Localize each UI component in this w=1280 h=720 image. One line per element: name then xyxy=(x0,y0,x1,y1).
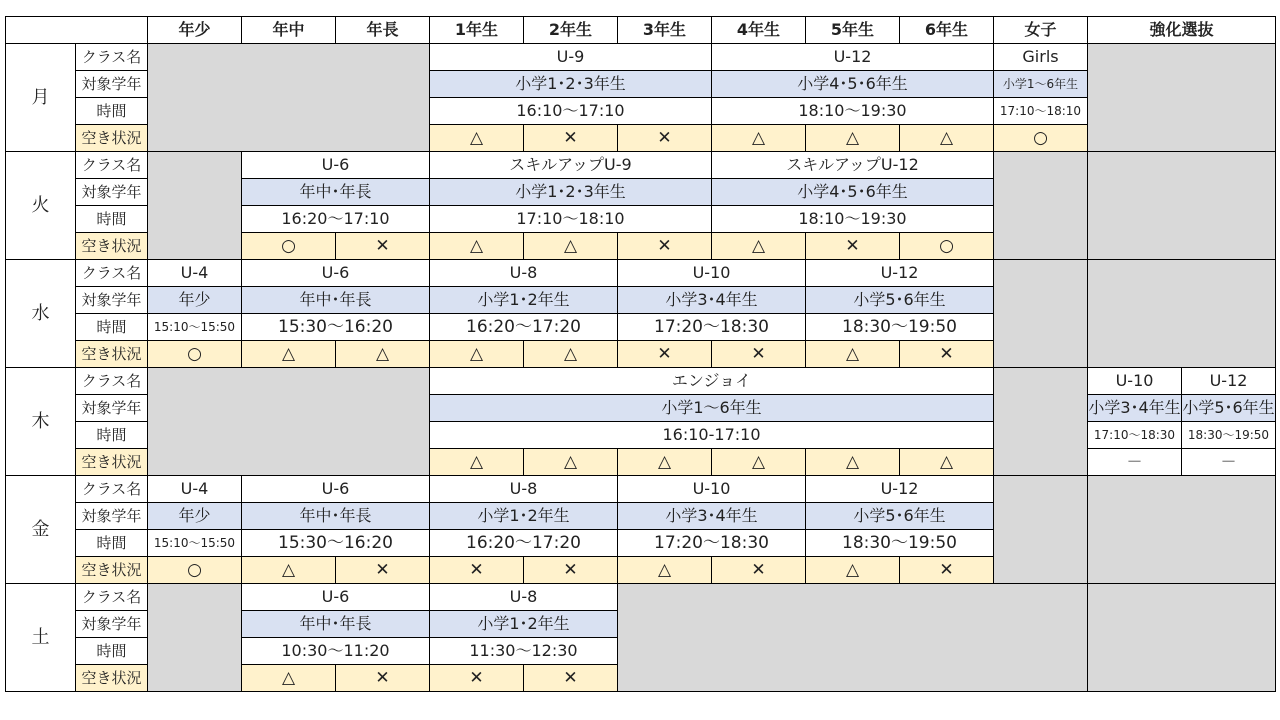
class-cell: U-12 xyxy=(712,44,994,71)
class-cell: 年中･年長 xyxy=(242,503,430,530)
row-label: 時間 xyxy=(76,638,148,665)
schedule-table xyxy=(5,16,1276,692)
schedule-body xyxy=(6,44,1276,692)
header-cell: 2年生 xyxy=(524,17,618,44)
availability-cell: － xyxy=(1182,449,1276,476)
availability-cell: △ xyxy=(430,125,524,152)
class-cell: 17:10～18:30 xyxy=(1088,422,1182,449)
availability-cell: △ xyxy=(336,341,430,368)
day-cell: 金 xyxy=(6,476,76,584)
availability-cell: △ xyxy=(712,125,806,152)
class-cell: U-6 xyxy=(242,152,430,179)
schedule-row xyxy=(6,152,1276,179)
row-label: クラス名 xyxy=(76,368,148,395)
class-cell: スキルアップU-9 xyxy=(430,152,712,179)
class-cell: U-8 xyxy=(430,476,618,503)
row-label: 空き状況 xyxy=(76,557,148,584)
class-cell: Girls xyxy=(994,44,1088,71)
availability-cell: △ xyxy=(806,341,900,368)
class-cell: 小学1･2･3年生 xyxy=(430,179,712,206)
row-label: 対象学年 xyxy=(76,179,148,206)
availability-cell: △ xyxy=(242,665,336,692)
class-cell: U-12 xyxy=(806,260,994,287)
class-cell: 小学1･2年生 xyxy=(430,287,618,314)
availability-cell: △ xyxy=(806,125,900,152)
class-cell: U-4 xyxy=(148,260,242,287)
availability-cell: ✕ xyxy=(900,557,994,584)
availability-cell: ✕ xyxy=(618,125,712,152)
class-cell: 16:20～17:10 xyxy=(242,206,430,233)
empty-cell xyxy=(994,368,1088,476)
class-cell: 17:20～18:30 xyxy=(618,530,806,557)
header-cell: 強化選抜 xyxy=(1088,17,1276,44)
availability-cell: ○ xyxy=(994,125,1088,152)
row-label: 時間 xyxy=(76,314,148,341)
availability-cell: ✕ xyxy=(336,557,430,584)
availability-cell: ○ xyxy=(900,233,994,260)
empty-cell xyxy=(1088,260,1276,368)
empty-cell xyxy=(618,584,1088,692)
class-cell: 小学1～6年生 xyxy=(430,395,994,422)
class-cell: U-4 xyxy=(148,476,242,503)
header-cell: 5年生 xyxy=(806,17,900,44)
schedule-row xyxy=(6,44,1276,71)
class-cell: 小学4･5･6年生 xyxy=(712,179,994,206)
header-cell: 1年生 xyxy=(430,17,524,44)
availability-cell: ✕ xyxy=(524,125,618,152)
row-label: 空き状況 xyxy=(76,233,148,260)
class-cell: 11:30～12:30 xyxy=(430,638,618,665)
class-cell: U-10 xyxy=(618,260,806,287)
availability-cell: ✕ xyxy=(712,557,806,584)
header-cell: 3年生 xyxy=(618,17,712,44)
class-cell: 小学1～6年生 xyxy=(994,71,1088,98)
availability-cell: ✕ xyxy=(618,341,712,368)
class-cell: U-8 xyxy=(430,584,618,611)
day-cell: 水 xyxy=(6,260,76,368)
row-label: 空き状況 xyxy=(76,449,148,476)
header-cell: 年少 xyxy=(148,17,242,44)
availability-cell: △ xyxy=(618,449,712,476)
availability-cell: △ xyxy=(430,341,524,368)
schedule-row xyxy=(6,260,1276,287)
class-cell: エンジョイ xyxy=(430,368,994,395)
row-label: 時間 xyxy=(76,98,148,125)
empty-cell xyxy=(994,152,1088,260)
availability-cell: ✕ xyxy=(524,557,618,584)
header-row xyxy=(6,17,1276,44)
row-label: クラス名 xyxy=(76,44,148,71)
availability-cell: △ xyxy=(806,557,900,584)
class-cell: U-6 xyxy=(242,584,430,611)
availability-cell: △ xyxy=(242,557,336,584)
row-label: 対象学年 xyxy=(76,287,148,314)
class-cell: 小学1･2･3年生 xyxy=(430,71,712,98)
row-label: クラス名 xyxy=(76,152,148,179)
header-cell: 年中 xyxy=(242,17,336,44)
row-label: 対象学年 xyxy=(76,611,148,638)
availability-cell: △ xyxy=(242,341,336,368)
class-cell: 小学1･2年生 xyxy=(430,503,618,530)
class-cell: 小学3･4年生 xyxy=(618,503,806,530)
row-label: クラス名 xyxy=(76,260,148,287)
row-label: 時間 xyxy=(76,206,148,233)
class-cell: 15:10～15:50 xyxy=(148,314,242,341)
schedule-row xyxy=(6,476,1276,503)
class-cell: 小学4･5･6年生 xyxy=(712,71,994,98)
class-cell: 年中･年長 xyxy=(242,287,430,314)
class-cell: U-6 xyxy=(242,476,430,503)
availability-cell: ✕ xyxy=(806,233,900,260)
availability-cell: △ xyxy=(712,449,806,476)
class-cell: 小学3･4年生 xyxy=(618,287,806,314)
availability-cell: △ xyxy=(524,233,618,260)
class-cell: 小学1･2年生 xyxy=(430,611,618,638)
corner-cell xyxy=(6,17,148,44)
availability-cell: △ xyxy=(900,449,994,476)
schedule-row xyxy=(6,584,1276,611)
availability-cell: ○ xyxy=(148,557,242,584)
class-cell: 18:10～19:30 xyxy=(712,98,994,125)
class-cell: U-10 xyxy=(1088,368,1182,395)
class-cell: 16:20～17:20 xyxy=(430,530,618,557)
availability-cell: ✕ xyxy=(336,233,430,260)
availability-cell: ✕ xyxy=(618,233,712,260)
row-label: 対象学年 xyxy=(76,503,148,530)
class-cell: スキルアップU-12 xyxy=(712,152,994,179)
class-cell: 15:30～16:20 xyxy=(242,530,430,557)
schedule-row xyxy=(6,368,1276,395)
availability-cell: ○ xyxy=(148,341,242,368)
empty-cell xyxy=(1088,476,1276,584)
row-label: 時間 xyxy=(76,422,148,449)
header-cell: 4年生 xyxy=(712,17,806,44)
class-cell: 15:10～15:50 xyxy=(148,530,242,557)
row-label: クラス名 xyxy=(76,584,148,611)
class-cell: U-10 xyxy=(618,476,806,503)
class-cell: 17:10～18:10 xyxy=(430,206,712,233)
class-cell: 17:20～18:30 xyxy=(618,314,806,341)
header-cell: 6年生 xyxy=(900,17,994,44)
availability-cell: △ xyxy=(430,449,524,476)
availability-cell: △ xyxy=(430,233,524,260)
row-label: クラス名 xyxy=(76,476,148,503)
class-cell: 18:30～19:50 xyxy=(806,530,994,557)
availability-cell: △ xyxy=(712,233,806,260)
class-cell: 年少 xyxy=(148,503,242,530)
day-cell: 月 xyxy=(6,44,76,152)
day-cell: 土 xyxy=(6,584,76,692)
availability-cell: ✕ xyxy=(712,341,806,368)
class-cell: U-12 xyxy=(806,476,994,503)
availability-cell: △ xyxy=(806,449,900,476)
class-cell: 小学5･6年生 xyxy=(806,287,994,314)
class-cell: 年中･年長 xyxy=(242,611,430,638)
day-cell: 火 xyxy=(6,152,76,260)
row-label: 空き状況 xyxy=(76,341,148,368)
availability-cell: △ xyxy=(900,125,994,152)
row-label: 対象学年 xyxy=(76,395,148,422)
class-cell: 16:10～17:10 xyxy=(430,98,712,125)
row-label: 空き状況 xyxy=(76,665,148,692)
availability-cell: ✕ xyxy=(900,341,994,368)
row-label: 対象学年 xyxy=(76,71,148,98)
class-cell: 17:10～18:10 xyxy=(994,98,1088,125)
class-cell: U-6 xyxy=(242,260,430,287)
availability-cell: ○ xyxy=(242,233,336,260)
class-cell: 16:10-17:10 xyxy=(430,422,994,449)
class-cell: U-12 xyxy=(1182,368,1276,395)
class-cell: 年中･年長 xyxy=(242,179,430,206)
class-cell: 小学5･6年生 xyxy=(806,503,994,530)
class-cell: 18:30～19:50 xyxy=(806,314,994,341)
day-cell: 木 xyxy=(6,368,76,476)
empty-cell xyxy=(148,44,430,152)
class-cell: U-9 xyxy=(430,44,712,71)
class-cell: 16:20～17:20 xyxy=(430,314,618,341)
availability-cell: ✕ xyxy=(430,557,524,584)
availability-cell: ✕ xyxy=(524,665,618,692)
empty-cell xyxy=(994,260,1088,368)
empty-cell xyxy=(148,152,242,260)
class-cell: 年少 xyxy=(148,287,242,314)
empty-cell xyxy=(1088,44,1276,152)
row-label: 時間 xyxy=(76,530,148,557)
class-cell: 18:10～19:30 xyxy=(712,206,994,233)
empty-cell xyxy=(1088,152,1276,260)
availability-cell: △ xyxy=(524,341,618,368)
class-cell: 10:30～11:20 xyxy=(242,638,430,665)
class-cell: 15:30～16:20 xyxy=(242,314,430,341)
availability-cell: ✕ xyxy=(430,665,524,692)
class-cell: 小学3･4年生 xyxy=(1088,395,1182,422)
empty-cell xyxy=(1088,584,1276,692)
empty-cell xyxy=(148,368,430,476)
availability-cell: △ xyxy=(618,557,712,584)
class-cell: 小学5･6年生 xyxy=(1182,395,1276,422)
empty-cell xyxy=(994,476,1088,584)
availability-cell: ✕ xyxy=(336,665,430,692)
row-label: 空き状況 xyxy=(76,125,148,152)
availability-cell: △ xyxy=(524,449,618,476)
class-cell: 18:30～19:50 xyxy=(1182,422,1276,449)
header-cell: 女子 xyxy=(994,17,1088,44)
header-cell: 年長 xyxy=(336,17,430,44)
availability-cell: － xyxy=(1088,449,1182,476)
class-cell: U-8 xyxy=(430,260,618,287)
empty-cell xyxy=(148,584,242,692)
